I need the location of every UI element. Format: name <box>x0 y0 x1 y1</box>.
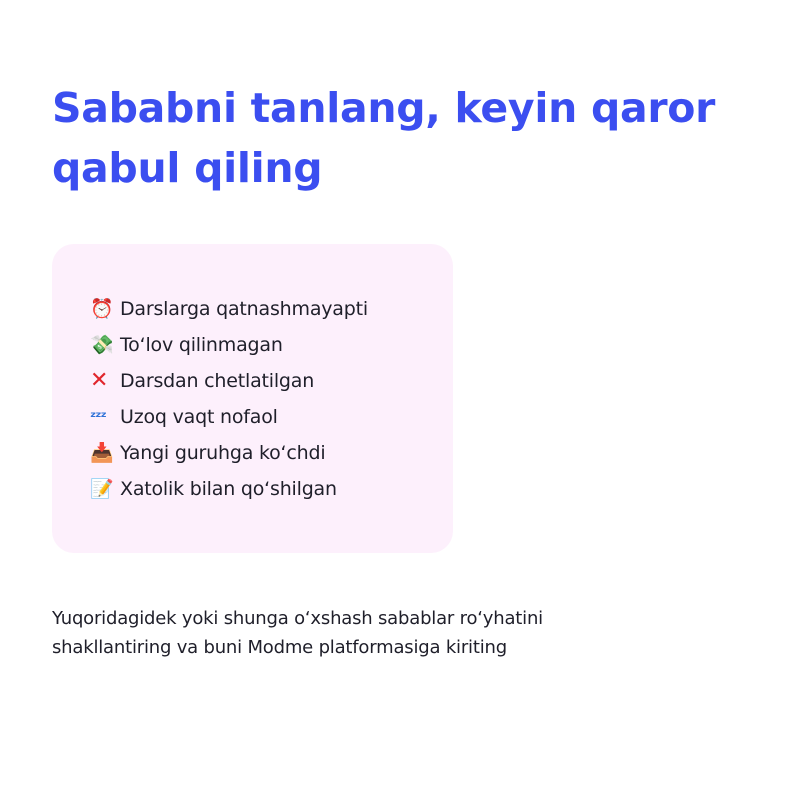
zzz-icon: ᶻᶻᶻ <box>90 407 106 426</box>
page-title-line-1: Sababni tanlang, keyin qaror <box>52 84 716 132</box>
reason-label: Xatolik bilan qo‘shilgan <box>120 478 337 500</box>
reason-item-added-by-mistake <box>90 471 368 507</box>
memo-icon: 📝 <box>90 477 114 500</box>
page-title <box>52 78 752 198</box>
instruction-line-1: Yuqoridagidek yoki shunga o‘xshash sabablar ro‘yhatini <box>52 608 543 629</box>
reason-label: To‘lov qilinmagan <box>120 334 283 356</box>
reason-label: Uzoq vaqt nofaol <box>120 406 278 428</box>
reasons-list <box>90 291 368 507</box>
cross-mark-icon: ✕ <box>90 368 109 393</box>
reason-label: Yangi guruhga ko‘chdi <box>120 442 326 464</box>
reason-label: Darslarga qatnashmayapti <box>120 298 368 320</box>
page-title-line-2: qabul qiling <box>52 144 323 192</box>
inbox-tray-icon: 📥 <box>90 441 114 464</box>
reason-item-expelled <box>90 363 368 399</box>
reason-item-not-attending <box>90 291 368 327</box>
reason-item-inactive <box>90 399 368 435</box>
money-with-wings-icon: 💸 <box>90 333 114 356</box>
alarm-clock-icon: ⏰ <box>90 297 114 320</box>
reasons-card <box>52 244 453 553</box>
reason-item-moved-group <box>90 435 368 471</box>
instruction-line-2: shakllantiring va buni Modme platformasiga kiriting <box>52 637 507 658</box>
instruction-text <box>52 604 752 662</box>
reason-label: Darsdan chetlatilgan <box>120 370 315 392</box>
reason-item-not-paid <box>90 327 368 363</box>
